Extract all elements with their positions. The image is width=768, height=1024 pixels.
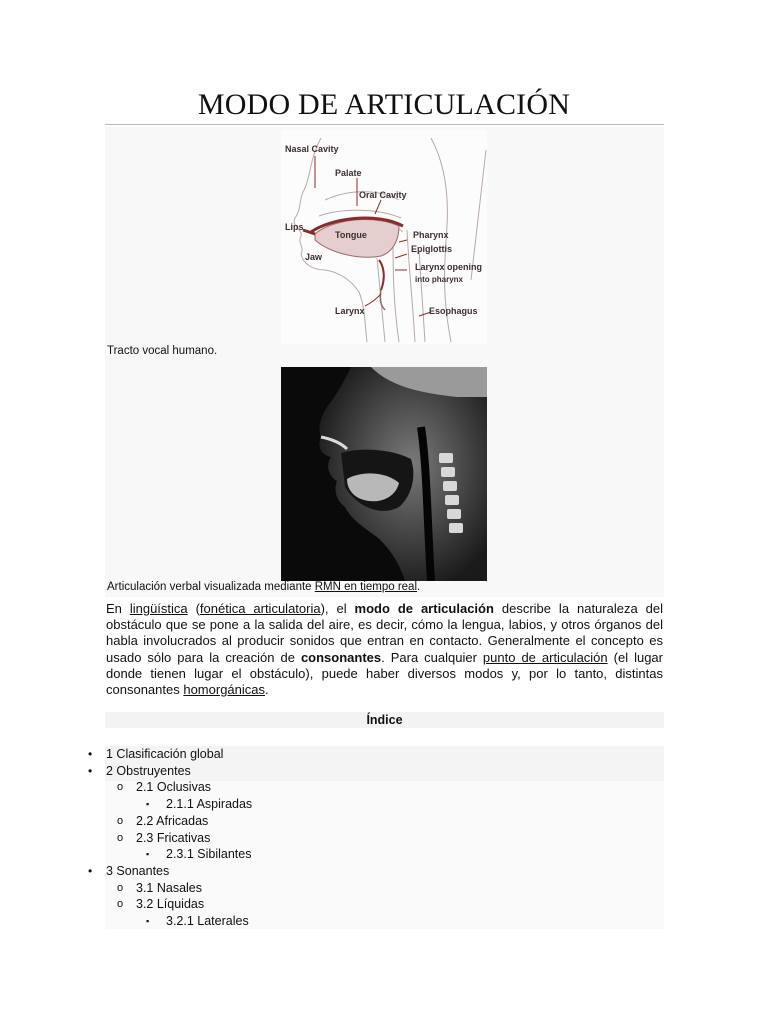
bold-modo-de-articulacion: modo de articulación [354,601,494,616]
label-nasal-cavity: Nasal Cavity [285,144,339,154]
link-punto-de-articulacion[interactable]: punto de articulación [482,649,608,665]
toc-bullet: o [117,781,124,793]
figure-caption-1: Tracto vocal humano. [107,345,218,357]
toc-item[interactable]: 3 Sonantes [106,864,170,878]
toc-item[interactable]: 2.3.1 Sibilantes [166,847,252,861]
rmn-link[interactable]: RMN en tiempo real [314,581,418,593]
label-into-pharynx: into pharynx [415,275,464,284]
toc-bullet: • [88,864,93,878]
toc-bullet: o [117,882,124,894]
toc-bullet: ▪ [146,849,150,859]
caption2-text: Articulación verbal visualizada mediante [107,581,315,593]
para-text: . Para cualquier [381,649,483,665]
toc-bullet: ▪ [146,916,150,926]
vocal-tract-diagram [281,130,487,344]
para-text: . [265,682,269,698]
toc-item[interactable]: 3.1 Nasales [136,881,203,895]
link-homorganicas[interactable]: homorgánicas [183,682,265,698]
figure-caption-2 [107,581,420,593]
label-larynx: Larynx [335,306,365,316]
label-esophagus: Esophagus [429,306,478,316]
para-text: describe la naturaleza del obstáculo que se pone a la salida del aire, es decir, cómo la lengua, labios, y otros órganos del habla involucrados al producir sonidos que entran en contacto. Generalmente el concepto es usado sólo para la creación de [106,601,663,665]
link-linguistica[interactable]: lingüística [129,601,188,616]
toc-item[interactable]: 2 Obstruyentes [106,764,191,778]
para-text: (el lugar donde tienen lugar el obstáculo), puede haber diversos modos y, por lo tanto, distintas consonantes [106,649,663,698]
para-text: ), el [320,601,355,616]
toc-heading: Índice [105,712,664,728]
toc-item[interactable]: 2.3 Fricativas [136,831,211,845]
toc-bullet: o [117,815,124,827]
title-divider [105,124,664,125]
label-oral-cavity: Oral Cavity [359,190,407,200]
toc-item[interactable]: 2.2 Africadas [136,814,209,828]
toc-bullet: • [88,764,93,778]
para-text: ( [187,601,200,616]
label-larynx-opening: Larynx opening [415,262,483,272]
toc-item[interactable]: 1 Clasificación global [106,747,224,761]
mri-drawing [281,367,487,581]
para-text: En [106,601,130,616]
caption2-suffix: . [417,581,421,593]
bold-consonantes: consonantes [300,649,382,665]
mri-image [281,367,487,581]
toc-item[interactable]: 3.2.1 Laterales [166,914,249,928]
label-epiglottis: Epiglottis [411,244,452,254]
toc-bullet: • [88,747,93,761]
label-lips: Lips [285,222,304,232]
toc-bullet: ▪ [146,799,150,809]
label-jaw: Jaw [305,252,323,262]
page-title: MODO DE ARTICULACIÓN [197,88,571,121]
label-pharynx: Pharynx [413,230,449,240]
toc-item[interactable]: 2.1.1 Aspiradas [166,797,253,811]
link-fonetica-articulatoria[interactable]: fonética articulatoria [199,601,321,616]
label-tongue: Tongue [335,230,367,240]
toc-bullet: o [117,832,124,844]
intro-paragraph [106,601,663,698]
vocal-tract-drawing [281,130,487,344]
label-palate: Palate [335,168,362,178]
toc-item[interactable]: 2.1 Oclusivas [136,780,212,794]
toc-item[interactable]: 3.2 Líquidas [136,897,205,911]
toc-bullet: o [117,898,124,910]
